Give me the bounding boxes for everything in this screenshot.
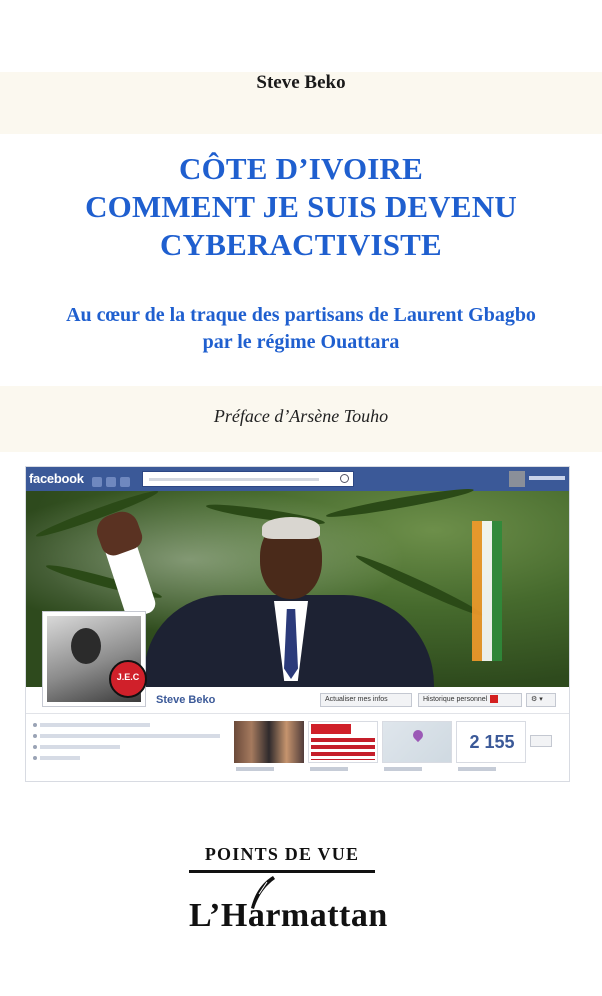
about-line — [40, 734, 220, 738]
likes-count: 2 155 — [469, 732, 515, 752]
book-title — [0, 150, 602, 264]
red-badge-icon — [490, 695, 498, 703]
palm-frond — [325, 485, 474, 521]
subtitle-line-1: Au cœur de la traque des partisans de Laurent Gbagbo — [66, 304, 536, 326]
title-line-2: COMMENT JE SUIS DEVENU — [85, 189, 517, 224]
profile-name: Steve Beko — [156, 694, 216, 706]
about-line — [40, 723, 150, 727]
tile-caption — [458, 767, 496, 771]
title-line-3: CYBERACTIVISTE — [160, 227, 442, 262]
publisher-name: L’Harmattan — [189, 897, 388, 934]
publisher-logo — [189, 878, 388, 938]
tile-caption — [384, 767, 422, 771]
search-placeholder-blur — [149, 478, 319, 481]
user-name-blur — [529, 476, 565, 480]
friends-icon — [92, 477, 102, 487]
chevron-down-icon — [530, 735, 552, 747]
user-avatar — [509, 471, 525, 487]
activity-log-label: Historique personnel — [423, 696, 488, 703]
activity-log-button — [418, 693, 522, 707]
photo-headline — [311, 724, 351, 734]
search-icon — [340, 474, 349, 483]
facebook-logo: facebook — [29, 471, 84, 486]
about-info — [40, 723, 234, 773]
preface-credit: Préface d’Arsène Touho — [213, 406, 389, 426]
edit-info-button: Actualiser mes infos — [320, 693, 412, 707]
about-line — [40, 745, 120, 749]
author-name: Steve Beko — [256, 72, 346, 93]
ivory-coast-flag — [472, 521, 502, 661]
facebook-top-bar — [26, 467, 569, 491]
map-pin-icon — [411, 728, 425, 742]
subtitle-line-2: par le régime Ouattara — [202, 331, 400, 353]
about-line — [40, 756, 80, 760]
likes-tile — [456, 721, 526, 763]
facebook-search-box — [142, 471, 354, 487]
profile-photo — [47, 616, 141, 702]
badge-logo — [109, 660, 147, 698]
photo-text-block — [311, 738, 375, 760]
facebook-screenshot — [25, 466, 570, 782]
title-line-1: CÔTE D’IVOIRE — [179, 151, 423, 186]
map-tile — [382, 721, 452, 763]
profile-person — [71, 628, 101, 664]
photos-tile — [308, 721, 378, 763]
profile-picture — [42, 611, 146, 707]
book-subtitle — [0, 302, 602, 356]
friends-tile — [234, 721, 304, 763]
tile-caption — [310, 767, 348, 771]
series-name: POINTS DE VUE — [204, 844, 360, 864]
gear-icon: ⚙ ▾ — [526, 693, 556, 707]
tile-caption — [236, 767, 274, 771]
series-rule — [189, 870, 375, 873]
notification-icons — [92, 474, 138, 485]
badge-text: J.E.C — [116, 672, 140, 682]
messages-icon — [106, 477, 116, 487]
man-hair — [262, 517, 320, 539]
notifications-icon — [120, 477, 130, 487]
